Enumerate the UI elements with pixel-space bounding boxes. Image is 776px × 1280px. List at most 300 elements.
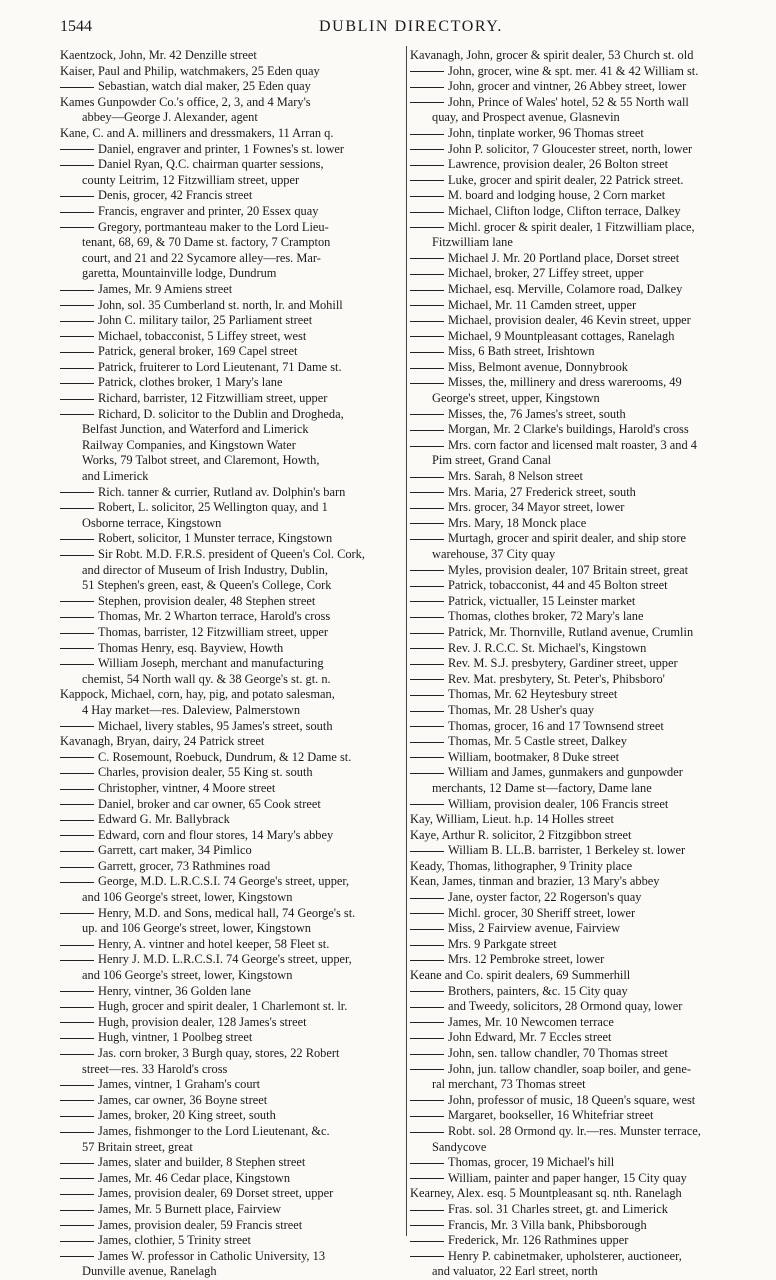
entry-text: Daniel, broker and car owner, 65 Cook street xyxy=(98,796,321,811)
directory-entry-line xyxy=(60,531,412,547)
entry-text: quay, and Prospect avenue, Glasnevin xyxy=(432,110,620,125)
directory-entry-line xyxy=(410,204,766,220)
entry-text: warehouse, 37 City quay xyxy=(432,547,556,561)
directory-entry-line xyxy=(410,703,766,719)
entry-text: James, provision dealer, 69 Dorset street, upper xyxy=(98,1186,334,1201)
ditto-dash xyxy=(60,1116,94,1117)
entry-text: Patrick, fruiterer to Lord Lieutenant, 71 Dame st. xyxy=(98,359,342,374)
entry-text: George, M.D. L.R.C.S.I. 74 George's street, upper, xyxy=(98,874,350,889)
entry-text: Works, 79 Talbot street, and Claremont, Howth, xyxy=(82,453,320,468)
entry-text: James, car owner, 36 Boyne street xyxy=(98,1092,268,1107)
entry-text: merchants, 12 Dame st—factory, Dame lane xyxy=(432,780,652,795)
entry-text: John, Prince of Wales' hotel, 52 & 55 North wall xyxy=(448,94,689,109)
directory-entry-line xyxy=(410,64,766,80)
directory-entry-line xyxy=(410,500,766,516)
directory-entry-line xyxy=(60,173,412,189)
ditto-dash xyxy=(60,196,94,197)
ditto-dash xyxy=(410,102,444,103)
ditto-dash xyxy=(60,1022,94,1023)
ditto-dash xyxy=(410,679,444,680)
directory-entry-line xyxy=(60,110,412,126)
directory-entry-line xyxy=(410,531,766,547)
directory-entry-line xyxy=(410,547,766,563)
entry-text: John, professor of music, 18 Queen's square, west xyxy=(448,1092,696,1107)
entry-text: Mrs. Sarah, 8 Nelson street xyxy=(448,469,583,484)
ditto-dash xyxy=(410,1163,444,1164)
directory-entry-line xyxy=(60,1046,412,1062)
entry-text: Michael, Clifton lodge, Clifton terrace, Dalkey xyxy=(448,203,681,218)
ditto-dash xyxy=(410,196,444,197)
directory-entry-line xyxy=(60,516,412,532)
ditto-dash xyxy=(60,1100,94,1101)
entry-text: Kaiser, Paul and Philip, watchmakers, 25 Eden quay xyxy=(60,63,320,78)
entry-text: Francis, engraver and printer, 20 Essex quay xyxy=(98,203,319,218)
ditto-dash xyxy=(410,305,444,306)
directory-entry-line xyxy=(60,1093,412,1109)
directory-entry-line xyxy=(60,1155,412,1171)
ditto-dash xyxy=(410,336,444,337)
directory-entry-line xyxy=(60,48,412,64)
entry-text: Henry, vintner, 36 Golden lane xyxy=(98,983,251,998)
entry-text: James, broker, 20 King street, south xyxy=(98,1108,276,1123)
entry-text: Misses, the, millinery and dress warerooms, 49 xyxy=(448,375,682,390)
directory-entry-line xyxy=(60,1124,412,1140)
ditto-dash xyxy=(60,414,94,415)
directory-entry-line xyxy=(60,687,412,703)
ditto-dash xyxy=(60,1241,94,1242)
directory-entry-line xyxy=(60,329,412,345)
ditto-dash xyxy=(60,991,94,992)
directory-entry-line xyxy=(410,173,766,189)
entry-text: tenant, 68, 69, & 70 Dame st. factory, 7 Crampton xyxy=(82,235,331,250)
directory-entry-line xyxy=(410,641,766,657)
entry-text: Thomas, grocer, 19 Michael's hill xyxy=(448,1155,615,1170)
entry-text: Stephen, provision dealer, 48 Stephen street xyxy=(98,593,316,608)
directory-entry-line xyxy=(60,407,412,423)
entry-text: James W. professor in Catholic University, 13 xyxy=(98,1248,326,1263)
ditto-dash xyxy=(410,383,444,384)
directory-entry-line xyxy=(410,1124,766,1140)
directory-entry-line xyxy=(60,188,412,204)
entry-text: Dunville avenue, Ranelagh xyxy=(82,1264,217,1279)
entry-text: Francis, Mr. 3 Villa bank, Phibsborough xyxy=(448,1217,647,1232)
right-column xyxy=(410,48,766,1280)
ditto-dash xyxy=(410,633,444,634)
ditto-dash xyxy=(60,1085,94,1086)
directory-entry-line xyxy=(60,1233,412,1249)
ditto-dash xyxy=(410,898,444,899)
ditto-dash xyxy=(60,648,94,649)
entry-text: M. board and lodging house, 2 Corn market xyxy=(448,188,666,203)
entry-text: Richard, barrister, 12 Fitzwilliam street, upper xyxy=(98,391,328,406)
entry-text: James, provision dealer, 59 Francis street xyxy=(98,1217,303,1232)
directory-entry-line xyxy=(60,703,412,719)
directory-entry-line xyxy=(410,1015,766,1031)
entry-text: Lawrence, provision dealer, 26 Bolton street xyxy=(448,157,669,172)
entry-text: Christopher, vintner, 4 Moore street xyxy=(98,780,276,795)
ditto-dash xyxy=(410,430,444,431)
ditto-dash xyxy=(410,913,444,914)
ditto-dash xyxy=(60,1054,94,1055)
entry-text: Michael, Mr. 11 Camden street, upper xyxy=(448,297,637,312)
directory-entry-line xyxy=(60,1140,412,1156)
entry-text: Garrett, cart maker, 34 Pimlico xyxy=(98,843,252,858)
directory-entry-line xyxy=(410,890,766,906)
entry-text: and Tweedy, solicitors, 28 Ormond quay, lower xyxy=(448,999,683,1014)
ditto-dash xyxy=(60,336,94,337)
entry-text: Misses, the, 76 James's street, south xyxy=(448,406,626,421)
directory-entry-line xyxy=(60,1264,412,1280)
directory-entry-line xyxy=(410,48,766,64)
entry-text: Osborne terrace, Kingstown xyxy=(82,515,222,530)
ditto-dash xyxy=(410,352,444,353)
entry-text: John, grocer and vintner, 26 Abbey street, lower xyxy=(448,79,687,94)
directory-entry-line xyxy=(410,1171,766,1187)
ditto-dash xyxy=(60,227,94,228)
ditto-dash xyxy=(410,1241,444,1242)
directory-entry-line xyxy=(410,843,766,859)
directory-entry-line xyxy=(410,469,766,485)
directory-entry-line xyxy=(410,1077,766,1093)
ditto-dash xyxy=(60,617,94,618)
ditto-dash xyxy=(60,1132,94,1133)
directory-entry-line xyxy=(60,157,412,173)
ditto-dash xyxy=(60,851,94,852)
directory-entry-line xyxy=(410,329,766,345)
entry-text: Patrick, victualler, 15 Leinster market xyxy=(448,593,636,608)
ditto-dash xyxy=(410,1054,444,1055)
directory-entry-line xyxy=(60,656,412,672)
ditto-dash xyxy=(60,882,94,883)
entry-text: Patrick, tobacconist, 44 and 45 Bolton street xyxy=(448,578,668,593)
entry-text: John, sen. tallow chandler, 70 Thomas street xyxy=(448,1046,668,1060)
ditto-dash xyxy=(410,258,444,259)
entry-text: William and James, gunmakers and gunpowder xyxy=(448,765,683,780)
ditto-dash xyxy=(60,1038,94,1039)
entry-text: James, fishmonger to the Lord Lieutenant, &c. xyxy=(98,1123,330,1138)
directory-entry-line xyxy=(60,797,412,813)
ditto-dash xyxy=(60,492,94,493)
left-column xyxy=(60,48,412,1280)
entry-text: Mrs. grocer, 34 Mayor street, lower xyxy=(448,500,625,515)
entry-text: Fitzwilliam lane xyxy=(432,235,513,250)
directory-entry-line xyxy=(410,453,766,469)
entry-text: Mrs. 9 Parkgate street xyxy=(448,936,557,951)
entry-text: John P. solicitor, 7 Gloucester street, north, lower xyxy=(448,141,693,156)
ditto-dash xyxy=(60,1210,94,1211)
ditto-dash xyxy=(410,617,444,618)
directory-entry-line xyxy=(410,266,766,282)
ditto-dash xyxy=(410,1210,444,1211)
ditto-dash xyxy=(410,648,444,649)
directory-entry-line xyxy=(410,828,766,844)
ditto-dash xyxy=(410,711,444,712)
ditto-dash xyxy=(410,991,444,992)
entry-text: James, slater and builder, 8 Stephen street xyxy=(98,1155,306,1170)
directory-entry-line xyxy=(410,1264,766,1280)
ditto-dash xyxy=(60,1194,94,1195)
ditto-dash xyxy=(60,87,94,88)
entry-text: Murtagh, grocer and spirit dealer, and ship store xyxy=(448,531,686,546)
ditto-dash xyxy=(60,305,94,306)
ditto-dash xyxy=(410,321,444,322)
entry-text: Patrick, general broker, 169 Capel street xyxy=(98,344,298,359)
ditto-dash xyxy=(410,446,444,447)
entry-text: Henry J. M.D. L.R.C.S.I. 74 George's street, upper, xyxy=(98,952,352,967)
directory-entry-line xyxy=(410,797,766,813)
entry-text: and Limerick xyxy=(82,469,149,484)
directory-entry-line xyxy=(60,251,412,267)
directory-entry-line xyxy=(410,750,766,766)
directory-entry-line xyxy=(60,765,412,781)
entry-text: Sandycove xyxy=(432,1139,487,1154)
entry-text: Luke, grocer and spirit dealer, 22 Patrick street. xyxy=(448,172,684,187)
directory-entry-line xyxy=(410,1202,766,1218)
directory-entry-line xyxy=(410,1155,766,1171)
directory-entry-line xyxy=(60,1015,412,1031)
ditto-dash xyxy=(60,399,94,400)
entry-text: chemist, 54 North wall qy. & 38 George's st. gt. n. xyxy=(82,671,331,686)
directory-entry-line xyxy=(410,687,766,703)
page-header xyxy=(60,18,762,40)
entry-text: Keane and Co. spirit dealers, 69 Summerhill xyxy=(410,968,631,983)
directory-entry-line xyxy=(410,1218,766,1234)
directory-entry-line xyxy=(410,298,766,314)
directory-entry-line xyxy=(60,874,412,890)
directory-entry-line xyxy=(60,469,412,485)
directory-entry-line xyxy=(410,313,766,329)
entry-text: Thomas, Mr. 62 Heytesbury street xyxy=(448,687,618,702)
directory-entry-line xyxy=(60,126,412,142)
entry-text: James, vintner, 1 Graham's court xyxy=(98,1077,261,1092)
entry-text: street—res. 33 Harold's cross xyxy=(82,1061,228,1076)
directory-entry-line xyxy=(60,890,412,906)
directory-entry-line xyxy=(60,438,412,454)
ditto-dash xyxy=(410,165,444,166)
entry-text: Mrs. 12 Pembroke street, lower xyxy=(448,952,605,967)
directory-entry-line xyxy=(60,828,412,844)
directory-entry-line xyxy=(410,79,766,95)
directory-entry-line xyxy=(60,952,412,968)
ditto-dash xyxy=(410,1132,444,1133)
ditto-dash xyxy=(410,960,444,961)
ditto-dash xyxy=(410,274,444,275)
ditto-dash xyxy=(410,929,444,930)
entry-text: Daniel Ryan, Q.C. chairman quarter sessions, xyxy=(98,157,324,172)
entry-text: Rev. J. R.C.C. St. Michael's, Kingstown xyxy=(448,640,647,655)
directory-entry-line xyxy=(410,656,766,672)
ditto-dash xyxy=(410,492,444,493)
entry-text: Rev. Mat. presbytery, St. Peter's, Phibsboro' xyxy=(448,671,665,686)
ditto-dash xyxy=(410,134,444,135)
ditto-dash xyxy=(60,321,94,322)
entry-text: Miss, 2 Fairview avenue, Fairview xyxy=(448,921,621,936)
entry-text: Hugh, vintner, 1 Poolbeg street xyxy=(98,1030,253,1045)
entry-text: Michael, livery stables, 95 James's street, south xyxy=(98,718,333,733)
ditto-dash xyxy=(60,149,94,150)
running-title: DUBLIN DIRECTORY. xyxy=(319,18,503,35)
entry-text: Robert, L. solicitor, 25 Wellington quay, and 1 xyxy=(98,500,328,515)
directory-entry-line xyxy=(60,968,412,984)
ditto-dash xyxy=(410,1225,444,1226)
directory-entry-line xyxy=(410,282,766,298)
directory-entry-line xyxy=(410,438,766,454)
ditto-dash xyxy=(410,757,444,758)
directory-entry-line xyxy=(410,781,766,797)
directory-entry-line xyxy=(410,1140,766,1156)
directory-entry-line xyxy=(60,142,412,158)
directory-entry-line xyxy=(410,1093,766,1109)
entry-text: and 106 George's street, lower, Kingstown xyxy=(82,968,293,983)
entry-text: Thomas, Mr. 28 Usher's quay xyxy=(448,702,595,717)
directory-entry-line xyxy=(60,999,412,1015)
entry-text: and director of Museum of Irish Industry, Dublin, xyxy=(82,562,328,577)
ditto-dash xyxy=(410,1038,444,1039)
page-number: 1544 xyxy=(60,18,92,35)
directory-entry-line xyxy=(60,282,412,298)
entry-text: Belfast Junction, and Waterford and Limerick xyxy=(82,422,309,437)
entry-text: Michael, broker, 27 Liffey street, upper xyxy=(448,266,644,281)
directory-entry-line xyxy=(60,360,412,376)
entry-text: up. and 106 George's street, lower, Kingstown xyxy=(82,921,311,936)
entry-text: Kane, C. and A. milliners and dressmakers, 11 Arran q. xyxy=(60,125,334,140)
ditto-dash xyxy=(60,913,94,914)
directory-entry-line xyxy=(410,563,766,579)
entry-text: William, provision dealer, 106 Francis street xyxy=(448,796,669,811)
ditto-dash xyxy=(410,726,444,727)
ditto-dash xyxy=(60,539,94,540)
ditto-dash xyxy=(410,414,444,415)
directory-entry-line xyxy=(410,235,766,251)
entry-text: Robt. sol. 28 Ormond qy. lr.—res. Munster terrace, xyxy=(448,1123,701,1138)
entry-text: Jane, oyster factor, 22 Rogerson's quay xyxy=(448,890,642,905)
entry-text: William, painter and paper hanger, 15 City quay xyxy=(448,1170,687,1185)
ditto-dash xyxy=(60,664,94,665)
ditto-dash xyxy=(60,867,94,868)
entry-text: abbey—George J. Alexander, agent xyxy=(82,110,258,125)
entry-text: Michl. grocer, 30 Sheriff street, lower xyxy=(448,905,636,920)
entry-text: court, and 21 and 22 Sycamore alley—res. Mar- xyxy=(82,250,321,265)
ditto-dash xyxy=(410,570,444,571)
entry-text: William B. LL.B. barrister, 1 Berkeley st. lower xyxy=(448,843,686,858)
entry-text: Kean, James, tinman and brazier, 13 Mary's abbey xyxy=(410,874,660,889)
ditto-dash xyxy=(60,773,94,774)
ditto-dash xyxy=(60,1178,94,1179)
directory-entry-line xyxy=(60,750,412,766)
directory-entry-line xyxy=(60,235,412,251)
entry-text: Frederick, Mr. 126 Rathmines upper xyxy=(448,1233,629,1248)
entry-text: Kappock, Michael, corn, hay, pig, and potato salesman, xyxy=(60,687,335,702)
directory-entry-line xyxy=(410,937,766,953)
entry-text: ral merchant, 73 Thomas street xyxy=(432,1077,586,1092)
ditto-dash xyxy=(60,960,94,961)
ditto-dash xyxy=(410,664,444,665)
ditto-dash xyxy=(60,212,94,213)
entry-text: Railway Companies, and Kingstown Water xyxy=(82,437,296,452)
directory-entry-line xyxy=(60,344,412,360)
entry-text: Edward G. Mr. Ballybrack xyxy=(98,812,230,827)
ditto-dash xyxy=(410,180,444,181)
entry-text: Mrs. Mary, 18 Monck place xyxy=(448,515,587,530)
ditto-dash xyxy=(410,149,444,150)
entry-text: Kavanagh, John, grocer & spirit dealer, 53 Church st. old xyxy=(410,48,694,62)
entry-text: John, sol. 35 Cumberland st. north, lr. and Mohill xyxy=(98,297,343,312)
directory-entry-line xyxy=(60,563,412,579)
entry-text: Sir Robt. M.D. F.R.S. president of Queen's Col. Cork, xyxy=(98,547,365,561)
directory-entry-line xyxy=(60,641,412,657)
directory-entry-line xyxy=(60,1218,412,1234)
directory-entry-line xyxy=(410,594,766,610)
entry-text: Thomas, Mr. 2 Wharton terrace, Harold's cross xyxy=(98,609,331,624)
entry-text: William Joseph, merchant and manufacturing xyxy=(98,656,324,671)
entry-text: Rich. tanner & currier, Rutland av. Dolphin's barn xyxy=(98,484,346,499)
ditto-dash xyxy=(60,757,94,758)
entry-text: Michael, esq. Merville, Colamore road, Dalkey xyxy=(448,281,683,296)
directory-entry-line xyxy=(410,906,766,922)
ditto-dash xyxy=(410,212,444,213)
entry-text: Thomas, grocer, 16 and 17 Townsend street xyxy=(448,718,664,733)
entry-text: Daniel, engraver and printer, 1 Fownes's st. lower xyxy=(98,141,345,156)
directory-entry-line xyxy=(410,609,766,625)
entry-text: George's street, upper, Kingstown xyxy=(432,391,600,406)
ditto-dash xyxy=(410,477,444,478)
directory-entry-line xyxy=(60,1077,412,1093)
entry-text: Margaret, bookseller, 16 Whitefriar street xyxy=(448,1108,654,1123)
ditto-dash xyxy=(410,87,444,88)
directory-entry-line xyxy=(60,1171,412,1187)
entry-text: James, Mr. 9 Amiens street xyxy=(98,281,233,296)
directory-entry-line xyxy=(60,609,412,625)
directory-entry-line xyxy=(60,984,412,1000)
entry-text: Henry P. cabinetmaker, upholsterer, auctioneer, xyxy=(448,1248,682,1263)
directory-entry-line xyxy=(410,984,766,1000)
ditto-dash xyxy=(410,1100,444,1101)
ditto-dash xyxy=(60,633,94,634)
entry-text: James, clothier, 5 Trinity street xyxy=(98,1233,251,1248)
entry-text: Charles, provision dealer, 55 King st. south xyxy=(98,765,313,780)
directory-entry-line xyxy=(410,765,766,781)
entry-text: Henry, A. vintner and hotel keeper, 58 Fleet st. xyxy=(98,936,330,951)
ditto-dash xyxy=(60,368,94,369)
ditto-dash xyxy=(410,368,444,369)
directory-entry-line xyxy=(410,157,766,173)
entry-text: Gregory, portmanteau maker to the Lord Lieu- xyxy=(98,219,329,234)
directory-entry-line xyxy=(60,313,412,329)
directory-entry-line xyxy=(410,625,766,641)
entry-text: Kaye, Arthur R. solicitor, 2 Fitzgibbon street xyxy=(410,827,632,842)
directory-entry-line xyxy=(410,999,766,1015)
ditto-dash xyxy=(410,1022,444,1023)
entry-text: garetta, Mountainville lodge, Dundrum xyxy=(82,266,277,281)
directory-entry-line xyxy=(410,921,766,937)
directory-entry-line xyxy=(60,1108,412,1124)
ditto-dash xyxy=(60,820,94,821)
directory-entry-line xyxy=(410,126,766,142)
directory-entry-line xyxy=(60,843,412,859)
ditto-dash xyxy=(410,290,444,291)
ditto-dash xyxy=(60,804,94,805)
directory-entry-line xyxy=(410,1233,766,1249)
entry-text: Fras. sol. 31 Charles street, gt. and Limerick xyxy=(448,1201,668,1216)
directory-entry-line xyxy=(410,485,766,501)
entry-text: Michl. grocer & spirit dealer, 1 Fitzwilliam place, xyxy=(448,219,695,234)
directory-entry-line xyxy=(60,422,412,438)
entry-text: Michael, provision dealer, 46 Kevin street, upper xyxy=(448,313,691,328)
directory-entry-line xyxy=(60,672,412,688)
directory-entry-line xyxy=(410,220,766,236)
ditto-dash xyxy=(410,71,444,72)
ditto-dash xyxy=(410,742,444,743)
